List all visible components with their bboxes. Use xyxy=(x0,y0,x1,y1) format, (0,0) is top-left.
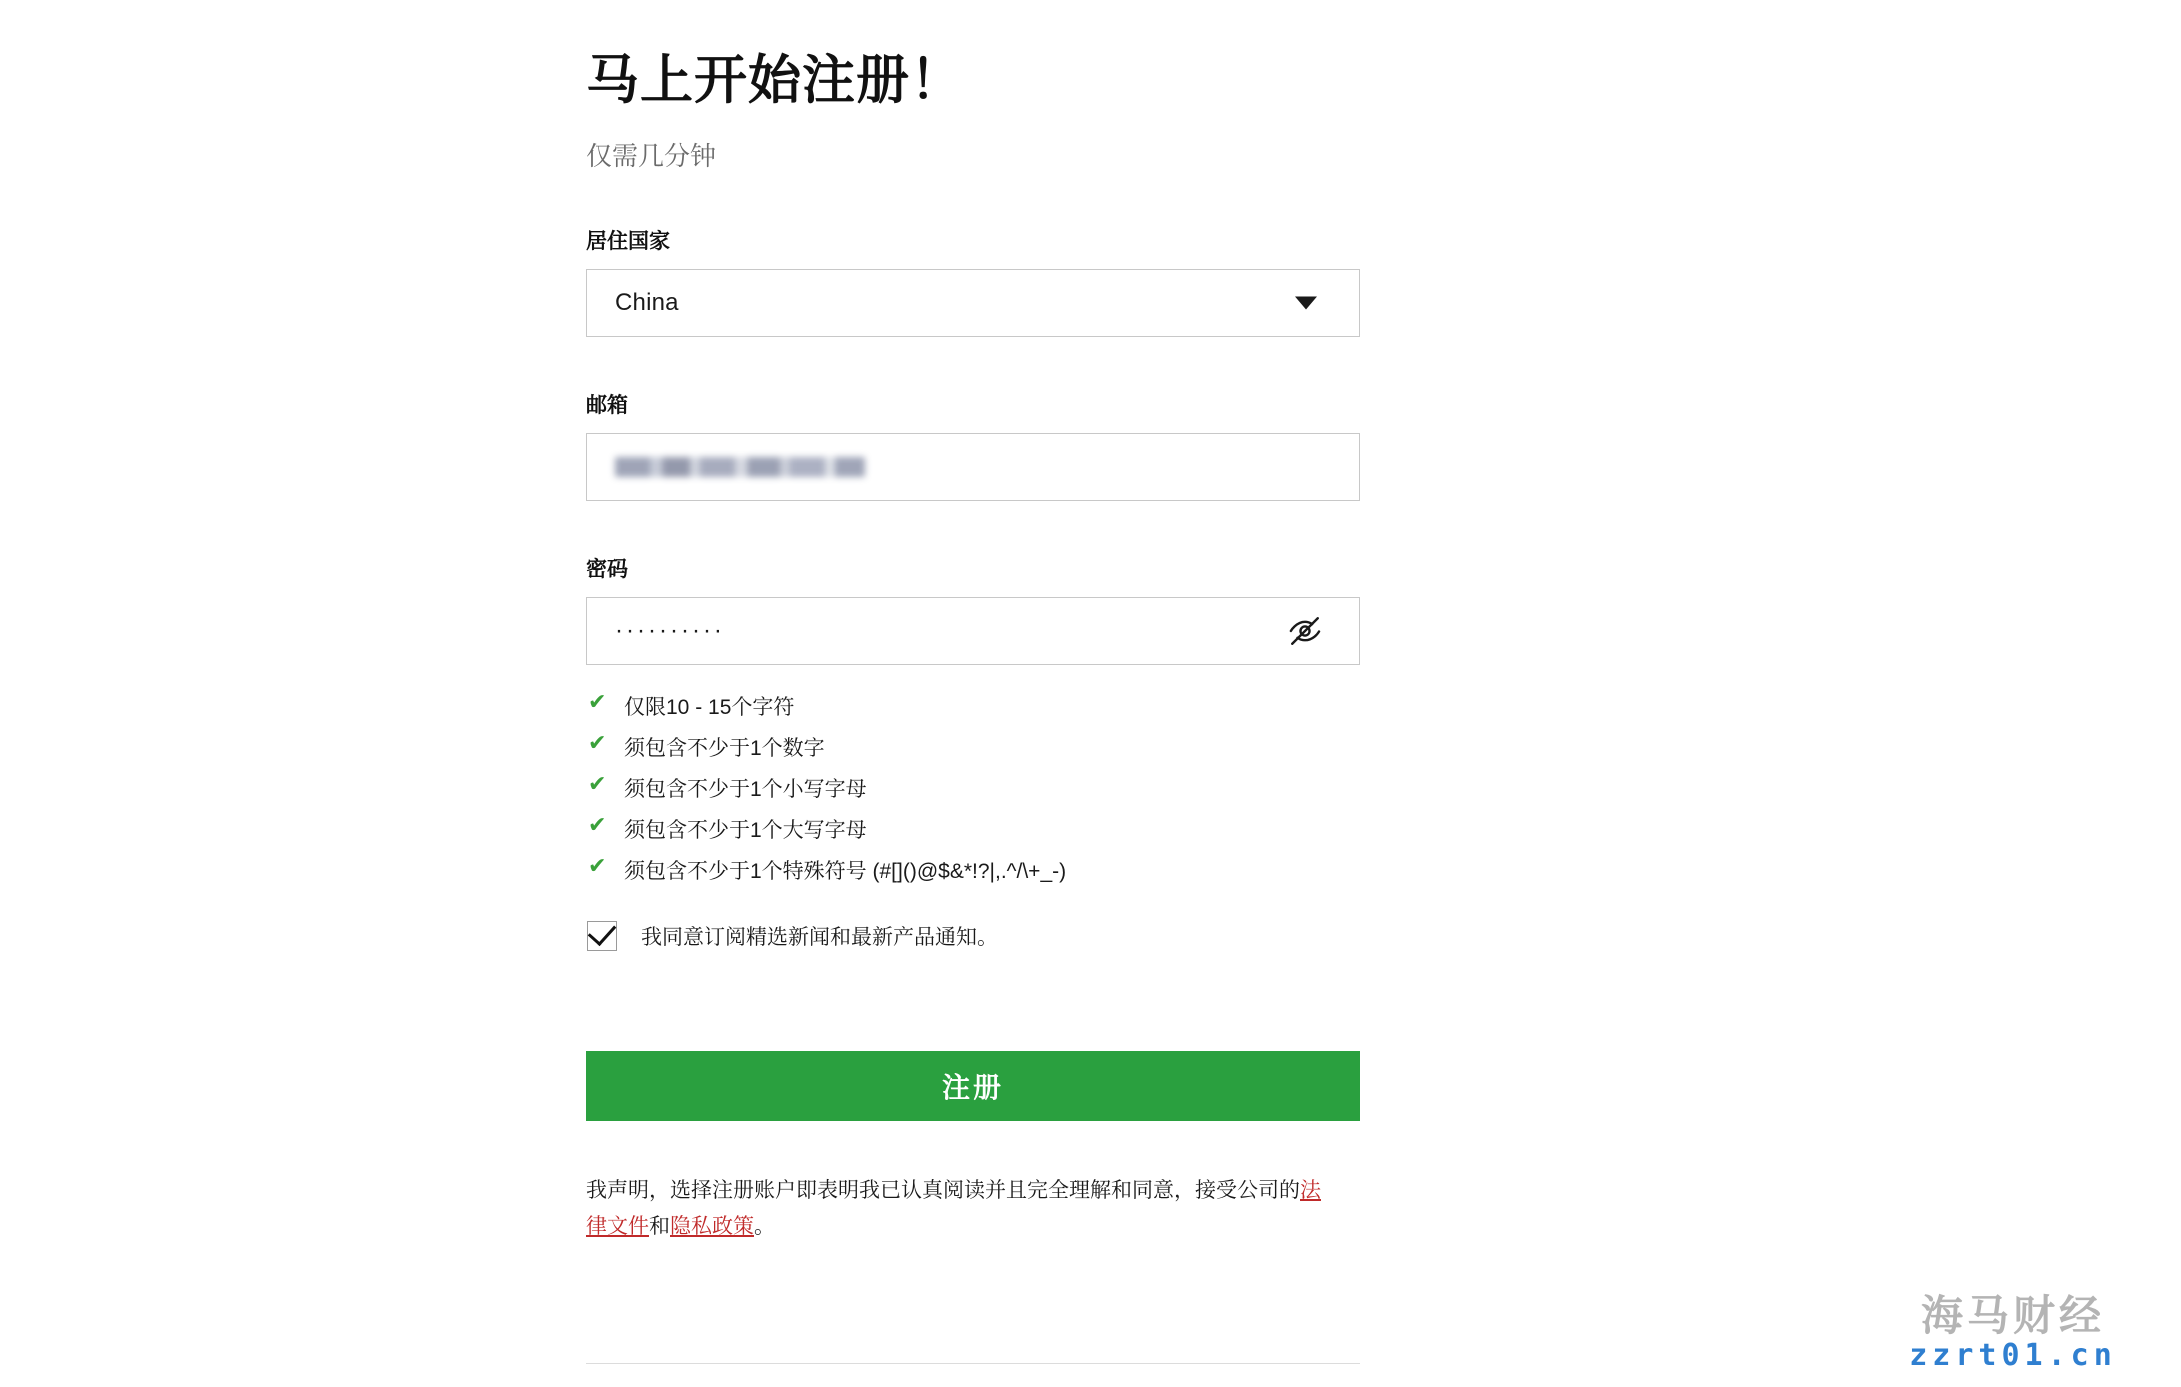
password-field-block xyxy=(586,553,1406,885)
register-button[interactable]: 注册 xyxy=(586,1051,1360,1121)
password-rule-item xyxy=(588,855,1406,885)
newsletter-checkbox[interactable] xyxy=(587,921,617,951)
password-label: 密码 xyxy=(586,558,628,582)
legal-text-part1: 我声明，选择注册账户即表明我已认真阅读并且完全理解和同意，接受公司的 xyxy=(586,1179,1300,1203)
password-rule-text: 仅限10 - 15个字符 xyxy=(624,696,795,720)
password-rule-text: 须包含不少于1个数字 xyxy=(624,737,825,761)
check-icon: ✔ xyxy=(588,853,607,879)
country-field-block xyxy=(586,225,1406,337)
chevron-down-icon xyxy=(1295,297,1317,310)
password-rule-text: 须包含不少于1个大写字母 xyxy=(624,819,867,843)
legal-text-part3: 。 xyxy=(754,1214,775,1238)
watermark xyxy=(1863,1293,2163,1379)
password-rule-text: 须包含不少于1个特殊符号 (#[]()@$&*!?|,.^/\+_-) xyxy=(624,860,1067,884)
password-rule-item xyxy=(588,691,1406,721)
password-input[interactable] xyxy=(586,597,1360,665)
registration-form xyxy=(586,0,1406,1245)
page-subtitle: 仅需几分钟 xyxy=(586,141,717,172)
password-rule-item xyxy=(588,773,1406,803)
newsletter-consent-label: 我同意订阅精选新闻和最新产品通知。 xyxy=(641,926,998,950)
watermark-url: zzrt01.cn xyxy=(1909,1338,2117,1374)
country-selected-value: China xyxy=(615,289,679,317)
password-rule-text: 须包含不少于1个小写字母 xyxy=(624,778,867,802)
eye-off-icon[interactable] xyxy=(1287,613,1323,649)
section-divider xyxy=(586,1363,1360,1364)
page-title: 马上开始注册！ xyxy=(586,51,964,110)
legal-documents-link[interactable]: 法律文件 xyxy=(586,1179,1321,1238)
password-rules-list xyxy=(586,691,1406,885)
email-input[interactable] xyxy=(586,433,1360,501)
email-field-block xyxy=(586,389,1406,501)
check-icon: ✔ xyxy=(588,771,607,797)
country-label: 居住国家 xyxy=(586,230,670,254)
email-label: 邮箱 xyxy=(586,394,628,418)
check-icon: ✔ xyxy=(588,689,607,715)
check-icon xyxy=(588,917,617,946)
check-icon: ✔ xyxy=(588,730,607,756)
password-rule-item xyxy=(588,814,1406,844)
watermark-title: 海马财经 xyxy=(1920,1291,2105,1340)
password-rule-item xyxy=(588,732,1406,762)
password-value: ·········· xyxy=(615,617,725,645)
legal-text-part2: 和 xyxy=(649,1214,670,1238)
legal-disclaimer xyxy=(586,1173,1326,1244)
country-select[interactable] xyxy=(586,269,1360,337)
privacy-policy-link[interactable]: 隐私政策 xyxy=(670,1214,754,1238)
check-icon: ✔ xyxy=(588,812,607,838)
email-value-redacted xyxy=(615,457,865,477)
newsletter-consent-row xyxy=(586,921,1406,951)
